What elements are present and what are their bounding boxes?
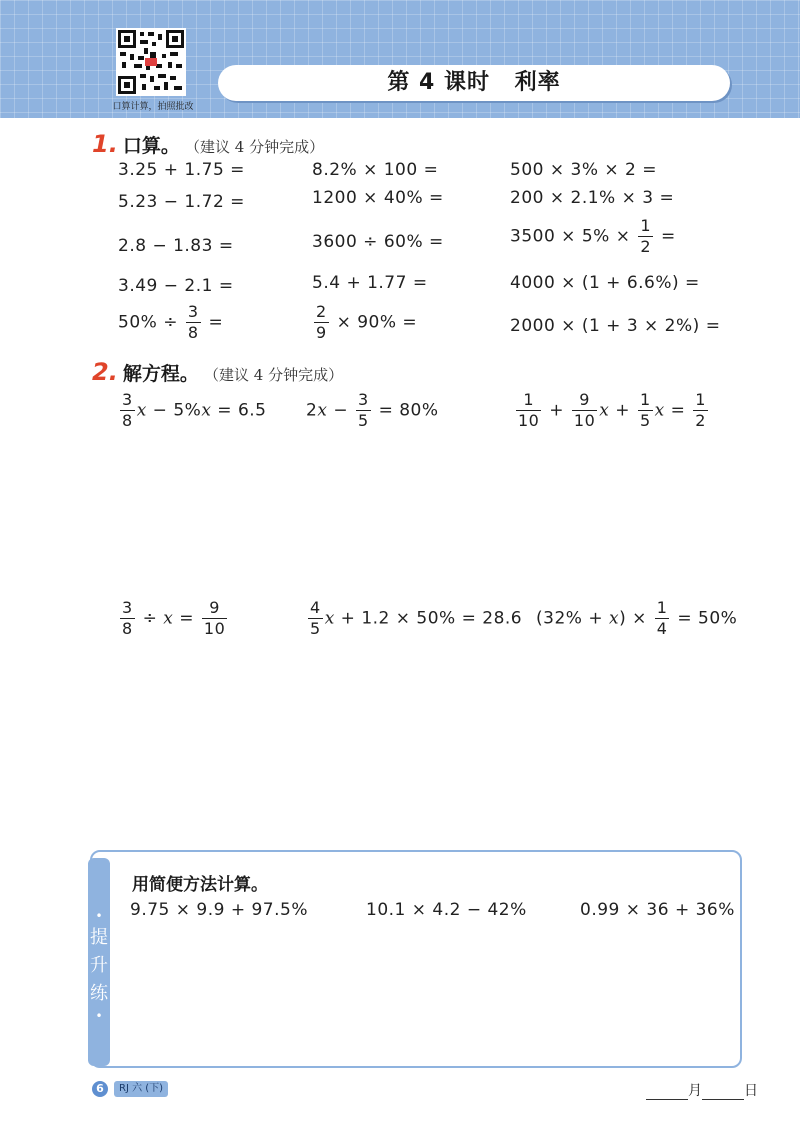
numerator: 4 (310, 598, 321, 617)
fraction-2-9 (314, 304, 329, 341)
exercise-3-3-text: 3500 × 5% × (510, 226, 631, 247)
variable-x: x (324, 608, 335, 629)
exercise-4-2: 5.4 + 1.77 = (312, 273, 428, 293)
variable-x: x (201, 400, 212, 421)
variable-x: x (654, 400, 665, 421)
section2-header (92, 358, 343, 386)
page-number: 6 (92, 1081, 108, 1097)
fraction-3-8 (186, 304, 201, 341)
exercise-1-3: 500 × 3% × 2 = (510, 160, 657, 180)
eq-op: + (543, 400, 570, 421)
denominator: 2 (695, 411, 706, 430)
eq-text: − 5% (146, 400, 202, 421)
exercise-3-2: 3600 ÷ 60% = (312, 232, 444, 252)
exercise-3-3 (510, 218, 676, 255)
section2-title: 解方程。 (122, 363, 199, 385)
denominator: 10 (518, 411, 540, 430)
section1-title: 口算。 (122, 135, 180, 157)
equation-2 (306, 392, 439, 429)
denominator: 8 (122, 619, 133, 638)
equation-5 (306, 600, 522, 637)
variable-x: x (599, 400, 610, 421)
exercise-5-3: 2000 × (1 + 3 × 2%) = (510, 316, 721, 336)
numerator: 3 (122, 598, 133, 617)
section1-number: 1. (92, 130, 118, 158)
panel-side-label (88, 908, 110, 1024)
numerator: 1 (640, 216, 652, 235)
section2-number: 2. (92, 358, 118, 386)
eq-op: = (173, 608, 200, 629)
eq-rhs: = 50% (671, 608, 738, 629)
fraction (120, 600, 135, 637)
lesson-topic: 利率 (514, 70, 561, 95)
denominator: 2 (640, 237, 652, 256)
numerator: 1 (639, 390, 651, 409)
eq-op: ÷ (136, 608, 164, 629)
numerator: 1 (656, 598, 668, 617)
section1-hint: （建议 4 分钟完成） (185, 138, 325, 156)
variable-x: x (608, 608, 620, 629)
numerator: 3 (357, 390, 369, 409)
lesson-title (218, 65, 730, 101)
side-dot: • (95, 1009, 103, 1023)
eq-rhs: = 80% (372, 400, 439, 421)
month-blank[interactable] (646, 1085, 688, 1100)
fraction (308, 600, 323, 637)
eq-op: = (664, 400, 692, 421)
equation-4 (118, 600, 229, 637)
denominator: 5 (639, 411, 651, 430)
qr-caption: 口算计算，拍照批改 (112, 102, 194, 112)
fraction (655, 600, 670, 637)
fraction (516, 392, 541, 429)
denominator: 5 (310, 619, 321, 638)
numerator: 9 (572, 392, 597, 411)
exercise-5-1-text: 50% ÷ (118, 312, 178, 333)
fraction (638, 392, 653, 429)
day-blank[interactable] (702, 1085, 744, 1100)
fraction (202, 600, 227, 637)
section2-hint: （建议 4 分钟完成） (204, 366, 344, 384)
denominator: 10 (203, 619, 226, 638)
variable-x: x (317, 400, 328, 421)
exercise-4-1: 3.49 − 2.1 = (118, 276, 234, 296)
eq-rhs: = 6.5 (211, 400, 267, 421)
exercise-1-1: 3.25 + 1.75 = (118, 160, 245, 180)
denominator: 4 (656, 619, 668, 638)
side-char: 练 (90, 983, 108, 1004)
numerator: 3 (122, 390, 133, 409)
qr-code-icon (118, 30, 184, 94)
equation-6 (536, 600, 737, 637)
equation-1 (118, 392, 267, 429)
exercise-1-2: 8.2% × 100 = (312, 160, 439, 180)
panel-item-1: 9.75 × 9.9 + 97.5% (130, 900, 308, 920)
exercise-5-2 (312, 304, 417, 341)
numerator: 3 (187, 302, 199, 321)
equals: = (208, 312, 224, 333)
equation-3 (514, 392, 710, 429)
exercise-2-3: 200 × 2.1% × 3 = (510, 188, 675, 208)
numerator: 1 (516, 392, 541, 411)
date-field (646, 1080, 758, 1100)
panel-item-2: 10.1 × 4.2 − 42% (366, 900, 527, 920)
denominator: 5 (357, 411, 369, 430)
eq-op: − (327, 400, 354, 421)
exercise-5-2-text: × 90% = (336, 312, 418, 333)
equals: = (660, 226, 676, 247)
exercise-2-2: 1200 × 40% = (312, 188, 444, 208)
panel-title: 用简便方法计算。 (132, 875, 268, 895)
month-label: 月 (688, 1083, 702, 1099)
grade-label: RJ 六 (下) (114, 1081, 168, 1097)
side-char: 提 (90, 927, 108, 948)
eq-text: (32% + (536, 608, 609, 629)
eq-op: + (609, 400, 636, 421)
denominator: 8 (122, 411, 133, 430)
side-char: 升 (90, 955, 108, 976)
fraction (120, 392, 135, 429)
numerator: 2 (316, 302, 327, 321)
numerator: 1 (695, 390, 706, 409)
eq-text: + 1.2 × 50% = 28.6 (334, 608, 523, 629)
denominator: 10 (573, 411, 596, 430)
variable-x: x (136, 400, 147, 421)
variable-x: x (163, 608, 174, 629)
fraction (572, 392, 597, 429)
eq-text: 2 (306, 400, 318, 421)
fraction (693, 392, 708, 429)
exercise-3-1: 2.8 − 1.83 = (118, 236, 234, 256)
fraction (356, 392, 371, 429)
exercise-2-1: 5.23 − 1.72 = (118, 192, 245, 212)
section1-header (92, 130, 324, 158)
fraction-1-2 (638, 218, 653, 255)
panel-item-3: 0.99 × 36 + 36% (580, 900, 735, 920)
qr-code[interactable] (116, 28, 186, 96)
day-label: 日 (744, 1083, 758, 1099)
side-dot: • (95, 909, 103, 923)
exercise-4-3: 4000 × (1 + 6.6%) = (510, 273, 700, 293)
exercise-5-1 (118, 304, 223, 341)
numerator: 9 (202, 600, 227, 619)
denominator: 9 (316, 323, 327, 342)
denominator: 8 (187, 323, 199, 342)
eq-text: ) × (619, 608, 653, 629)
lesson-number: 第 4 课时 (387, 70, 490, 95)
